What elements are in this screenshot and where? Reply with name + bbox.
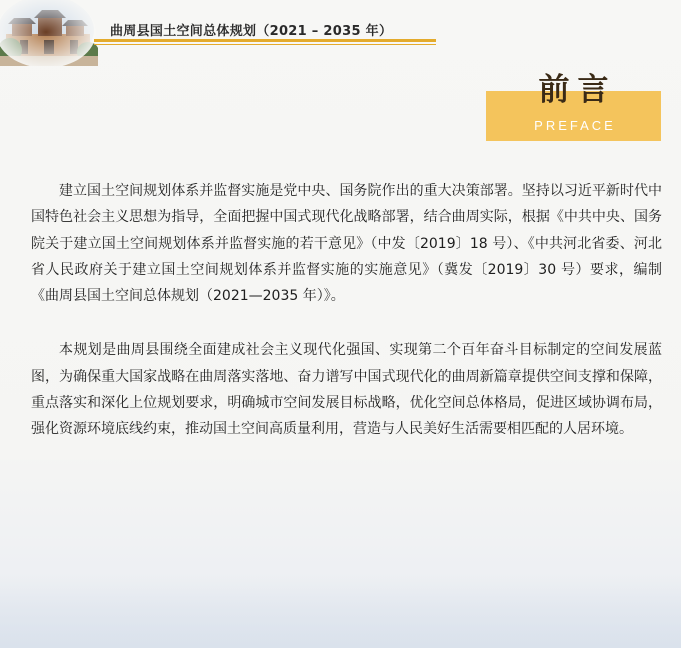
header-title: 曲周县国土空间总体规划（2021 – 2035 年） bbox=[110, 24, 393, 39]
paragraph-2: 本规划是曲周县围绕全面建成社会主义现代化强国、实现第二个百年奋斗目标制定的空间发展蓝图，为确保重大国家战略在曲周落实落地、奋力谱写中国式现代化的曲周新篇章提供空间支撑和保障，重点落实和深化上位规划要求，明确城市空间发展目标战略，优化空间总体格局，促进区域协调布局，强化资源环境底线约束，推动国土空间高质量利用，营造与人民美好生活需要相匹配的人居环境。 bbox=[31, 342, 662, 438]
town-gate-illustration-icon bbox=[0, 0, 98, 66]
page-header bbox=[0, 0, 681, 64]
preface-body bbox=[31, 178, 662, 471]
header-divider-thin bbox=[94, 44, 436, 45]
paragraph-1: 建立国土空间规划体系并监督实施是党中央、国务院作出的重大决策部署。坚持以习近平新时代中国特色社会主义思想为指导，全面把握中国式现代化战略部署，结合曲周实际，根据《中共中央、国务院关于建立国土空间规划体系并监督实施的若干意见》（中发〔2019〕18 号）、《中共河北省委、河北省人民政府关于建立国土空间规划体系并监督实施的实施意见》（冀发〔2019〕30 号）要求，编制《曲周县国土空间总体规划（2021—2035 年）》。 bbox=[31, 183, 662, 305]
preface-title-cn: 前言 bbox=[538, 72, 617, 108]
header-divider-thick bbox=[94, 39, 436, 42]
preface-title-en: PREFACE bbox=[534, 118, 616, 133]
bottom-haze bbox=[0, 578, 681, 648]
preface-heading bbox=[486, 62, 661, 142]
